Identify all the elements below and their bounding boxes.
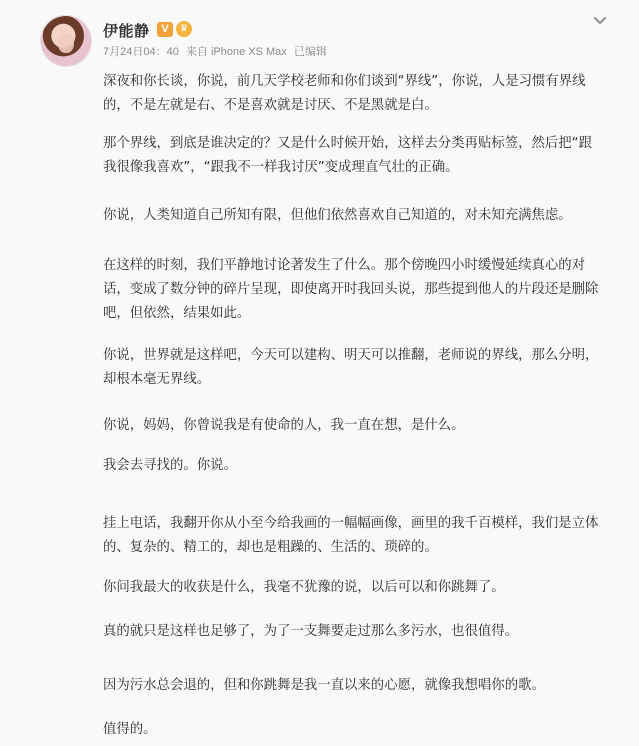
crown-badge: ♛ [176,21,192,37]
paragraph: 值得的。 [103,722,157,737]
chevron-down-icon[interactable] [591,12,609,30]
paragraph: 你说，妈妈，你曾说我是有使命的人，我一直在想，是什么。 [103,418,465,433]
post-date[interactable]: 7月24日04：40 [103,46,179,58]
post-source: 来自 iPhone XS Max [185,46,287,58]
paragraph: 你说，人类知道自己所知有限，但他们依然喜欢自己知道的，对未知充满焦虑。 [103,208,572,223]
post-meta [103,43,331,59]
paragraph: 我会去寻找的。你说。 [103,458,237,473]
paragraph: 因为污水总会退的，但和你跳舞是我一直以来的心愿，就像我想唱你的歌。 [103,678,545,693]
post-header [0,0,639,70]
paragraph: 那个界线，到底是谁决定的？又是什么时候开始，这样去分类再贴标签，然后把“跟我很像我喜欢”，“跟我不一样我讨厌”变成理直气壮的正确。 [103,136,592,175]
verified-badge: V [157,22,173,37]
paragraph: 深夜和你长谈，你说，前几天学校老师和你们谈到“界线”，你说，人是习惯有界线的，不是左就是右、不是喜欢就是讨厌、不是黑就是白。 [103,74,586,113]
edited-label[interactable]: 已编辑 [293,46,327,58]
paragraph: 真的就只是这样也足够了，为了一支舞要走过那么多污水，也很值得。 [103,624,519,639]
author-name[interactable]: 伊能静 [103,22,150,40]
paragraph: 你说，世界就是这样吧，今天可以建构、明天可以推翻，老师说的界线，那么分明，却根本毫无界线。 [103,348,599,387]
avatar[interactable] [40,15,92,67]
paragraph: 你问我最大的收获是什么，我毫不犹豫的说，以后可以和你跳舞了。 [103,580,505,595]
paragraph: 挂上电话，我翻开你从小至今给我画的一幅幅画像，画里的我千百模样，我们是立体的、复杂的、精工的，却也是粗躁的、生活的、琐碎的。 [103,516,599,555]
paragraph: 在这样的时刻，我们平静地讨论著发生了什么。那个傍晚四小时缓慢延续真心的对话，变成了数分钟的碎片呈现，即使离开时我回头说，那些提到他人的片段还是删除吧，但依然，结果如此。 [103,258,599,321]
